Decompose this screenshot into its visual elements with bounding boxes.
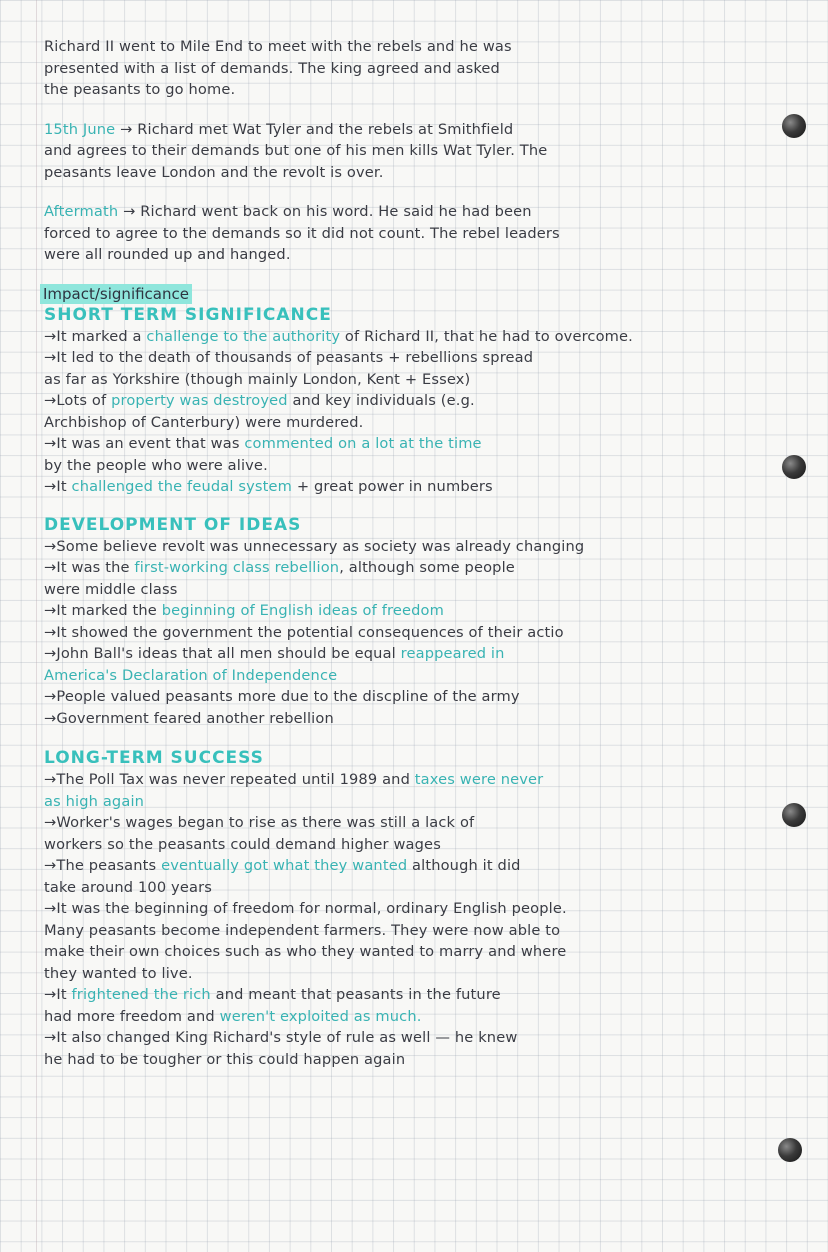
list-item [44, 920, 814, 942]
list-item [44, 812, 814, 834]
highlighted-text: eventually got what they wanted [161, 857, 408, 874]
date-label: 15th June [44, 120, 116, 138]
item-text: It marked a [56, 327, 147, 345]
text-line: Richard II went to Mile End to meet with the rebels and he was [44, 38, 512, 55]
section-heading: DEVELOPMENT OF IDEAS [44, 514, 302, 535]
item-text: and key individuals (e.g. [287, 392, 475, 409]
item-text: It [56, 478, 72, 495]
item-text: were middle class [44, 580, 178, 598]
item-text: Government feared another rebellion [56, 709, 334, 727]
list-item [44, 390, 814, 412]
list-item [44, 898, 814, 920]
development-list [44, 536, 814, 730]
arrow-icon: → [44, 349, 57, 366]
section-heading: LONG-TERM SUCCESS [44, 748, 264, 768]
item-text: Many peasants become independent farmers. They were now able to [44, 921, 561, 939]
paragraph-mile-end [44, 36, 814, 101]
list-item [44, 1006, 814, 1028]
punch-hole [778, 1138, 802, 1162]
item-text: had more freedom and [44, 1007, 220, 1025]
arrow-icon: → [44, 986, 57, 1003]
list-item [44, 665, 814, 687]
item-text: It was the beginning of freedom for normal, ordinary English people. [56, 900, 567, 917]
list-item [44, 963, 814, 985]
list-item [44, 643, 814, 665]
item-text: It led to the death of thousands of peasants + rebellions spread [56, 349, 534, 366]
item-text: The Poll Tax was never repeated until 1989 and [56, 771, 415, 788]
list-item [44, 1027, 814, 1049]
arrow-icon: → [44, 900, 57, 917]
text-line: peasants leave London and the revolt is over. [44, 163, 384, 181]
item-text: although it did [407, 857, 521, 874]
impact-heading: Impact/significance [40, 284, 192, 304]
list-item [44, 708, 814, 730]
text-line: the peasants to go home. [44, 81, 236, 98]
list-item [44, 536, 814, 558]
highlighted-text: commented on a lot at the time [244, 435, 482, 452]
item-text: workers so the peasants could demand higher wages [44, 835, 441, 853]
item-text: It was an event that was [56, 435, 245, 452]
highlighted-text: as high again [44, 792, 145, 810]
item-text: he had to be tougher or this could happen again [44, 1050, 406, 1068]
paragraph-aftermath [44, 201, 814, 266]
item-text: The peasants [56, 857, 162, 874]
arrow-icon: → [44, 537, 57, 555]
arrow-icon: → [44, 645, 57, 662]
text-line: were all rounded up and hanged. [44, 246, 291, 263]
text-line [44, 201, 814, 223]
list-item [44, 686, 814, 708]
impact-heading-wrap [44, 284, 814, 304]
item-text: Worker's wages began to rise as there was still a lack of [56, 814, 475, 831]
item-text: It marked the [56, 602, 162, 619]
list-item [44, 412, 814, 434]
item-text: take around 100 years [44, 878, 212, 896]
arrow-icon: → [44, 327, 57, 345]
list-item [44, 984, 814, 1006]
list-item [44, 941, 814, 963]
list-item [44, 1049, 814, 1071]
aftermath-label: Aftermath [44, 203, 119, 220]
item-text: make their own choices such as who they wanted to marry and where [44, 943, 567, 960]
text-line: forced to agree to the demands so it did not count. The rebel leaders [44, 224, 560, 242]
item-text: , although some people [339, 559, 515, 576]
text-line: presented with a list of demands. The king agreed and asked [44, 59, 500, 77]
list-item [44, 791, 814, 813]
list-item [44, 326, 814, 348]
list-item [44, 877, 814, 899]
short-term-list [44, 326, 814, 498]
item-text: Archbishop of Canterbury) were murdered. [44, 413, 364, 431]
list-item [44, 855, 814, 877]
line-text: → Richard met Wat Tyler and the rebels at Smithfield [115, 120, 514, 138]
list-item [44, 622, 814, 644]
arrow-icon: → [44, 478, 57, 495]
highlighted-text: challenge to the authority [146, 327, 341, 345]
arrow-icon: → [44, 709, 57, 727]
list-item [44, 769, 814, 791]
item-text: and meant that peasants in the future [210, 986, 501, 1003]
arrow-icon: → [44, 623, 57, 641]
highlighted-text: challenged the feudal system [71, 478, 293, 495]
item-text: It [56, 986, 72, 1003]
arrow-icon: → [44, 392, 57, 409]
arrow-icon: → [44, 559, 57, 576]
list-item [44, 433, 814, 455]
highlighted-text: beginning of English ideas of freedom [161, 602, 444, 619]
item-text: Lots of [56, 392, 112, 409]
list-item [44, 579, 814, 601]
highlighted-text: property was destroyed [111, 392, 288, 409]
arrow-icon: → [44, 602, 57, 619]
section-short-term [44, 304, 814, 498]
item-text: It was the [56, 559, 135, 576]
list-item [44, 347, 814, 369]
arrow-icon: → [44, 814, 57, 831]
list-item [44, 834, 814, 856]
line-text: → Richard went back on his word. He said he had been [118, 203, 532, 220]
list-item [44, 476, 814, 498]
list-item [44, 557, 814, 579]
list-item [44, 369, 814, 391]
section-development [44, 514, 814, 730]
highlighted-text: America's Declaration of Independence [44, 666, 338, 684]
long-term-list [44, 769, 814, 1070]
highlighted-text: taxes were never [414, 771, 544, 788]
text-line: and agrees to their demands but one of his men kills Wat Tyler. The [44, 142, 548, 159]
item-text: People valued peasants more due to the discpline of the army [56, 688, 520, 705]
section-heading: SHORT TERM SIGNIFICANCE [44, 304, 332, 325]
arrow-icon: → [44, 435, 57, 452]
item-text: as far as Yorkshire (though mainly London, Kent + Essex) [44, 370, 471, 388]
item-text: they wanted to live. [44, 964, 193, 982]
arrow-icon: → [44, 771, 57, 788]
handwritten-notes [44, 36, 814, 1084]
highlighted-text: weren't exploited as much. [219, 1007, 422, 1025]
item-text: Some believe revolt was unnecessary as society was already changing [56, 537, 585, 555]
arrow-icon: → [44, 857, 57, 874]
item-text: of Richard II, that he had to overcome. [340, 327, 633, 345]
page-margin-line [36, 0, 37, 1252]
text-line [44, 119, 814, 141]
item-text: by the people who were alive. [44, 456, 268, 474]
list-item [44, 600, 814, 622]
list-item [44, 455, 814, 477]
item-text: It also changed King Richard's style of rule as well — he knew [56, 1029, 518, 1046]
arrow-icon: → [44, 688, 57, 705]
item-text: + great power in numbers [292, 478, 493, 495]
arrow-icon: → [44, 1029, 57, 1046]
section-long-term [44, 747, 814, 1070]
item-text: John Ball's ideas that all men should be equal [56, 645, 401, 662]
highlighted-text: reappeared in [400, 645, 505, 662]
highlighted-text: frightened the rich [71, 986, 211, 1003]
paragraph-15th-june [44, 119, 814, 184]
item-text: It showed the government the potential consequences of their actio [56, 623, 564, 641]
highlighted-text: first-working class rebellion [134, 559, 340, 576]
